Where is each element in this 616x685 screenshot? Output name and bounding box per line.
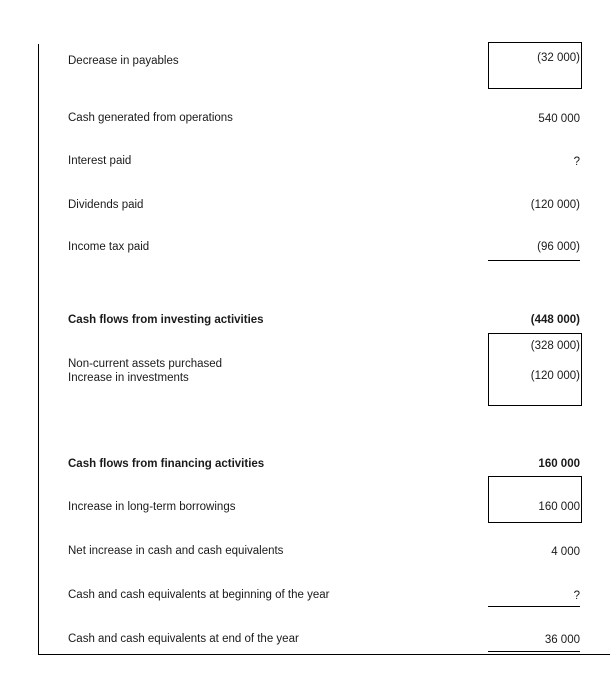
label-cash-beginning: Cash and cash equivalents at beginning of the year bbox=[68, 589, 330, 601]
amount-increase-investments: (120 000) bbox=[530, 370, 580, 382]
label-decrease-payables: Decrease in payables bbox=[68, 55, 179, 67]
double-underline-cash-end bbox=[488, 651, 580, 652]
label-interest-paid: Interest paid bbox=[68, 155, 132, 167]
heading-investing-activities: Cash flows from investing activities bbox=[68, 314, 264, 326]
amount-income-tax-paid: (96 000) bbox=[537, 241, 580, 253]
amount-dividends-paid: (120 000) bbox=[530, 199, 580, 211]
label-investing-items bbox=[68, 357, 222, 385]
label-long-term-borrowings: Increase in long-term borrowings bbox=[68, 501, 236, 513]
amount-non-current-assets: (328 000) bbox=[530, 340, 580, 352]
label-cash-generated: Cash generated from operations bbox=[68, 112, 233, 124]
label-non-current-assets: Non-current assets purchased bbox=[68, 358, 223, 370]
amount-cash-end: 36 000 bbox=[544, 634, 580, 646]
amount-net-increase: 4 000 bbox=[551, 546, 580, 558]
frame-left-border bbox=[38, 44, 39, 655]
box-decrease-payables bbox=[488, 42, 582, 89]
amount-decrease-payables: (32 000) bbox=[537, 52, 580, 64]
label-increase-investments: Increase in investments bbox=[68, 372, 189, 384]
label-cash-end: Cash and cash equivalents at end of the year bbox=[68, 633, 299, 645]
frame-bottom-border bbox=[38, 654, 610, 655]
underline-cash-beginning bbox=[488, 606, 580, 607]
label-net-increase: Net increase in cash and cash equivalents bbox=[68, 545, 284, 557]
box-long-term-borrowings bbox=[488, 476, 582, 523]
amount-long-term-borrowings: 160 000 bbox=[538, 501, 580, 513]
label-dividends-paid: Dividends paid bbox=[68, 199, 144, 211]
amount-cash-generated: 540 000 bbox=[538, 113, 580, 125]
amount-investing-total: (448 000) bbox=[530, 314, 580, 326]
underline-income-tax bbox=[488, 260, 580, 261]
heading-financing-activities: Cash flows from financing activities bbox=[68, 458, 265, 470]
amount-cash-beginning: ? bbox=[573, 590, 580, 602]
amount-financing-total: 160 000 bbox=[538, 458, 580, 470]
amount-interest-paid: ? bbox=[573, 156, 580, 168]
label-income-tax-paid: Income tax paid bbox=[68, 241, 150, 253]
